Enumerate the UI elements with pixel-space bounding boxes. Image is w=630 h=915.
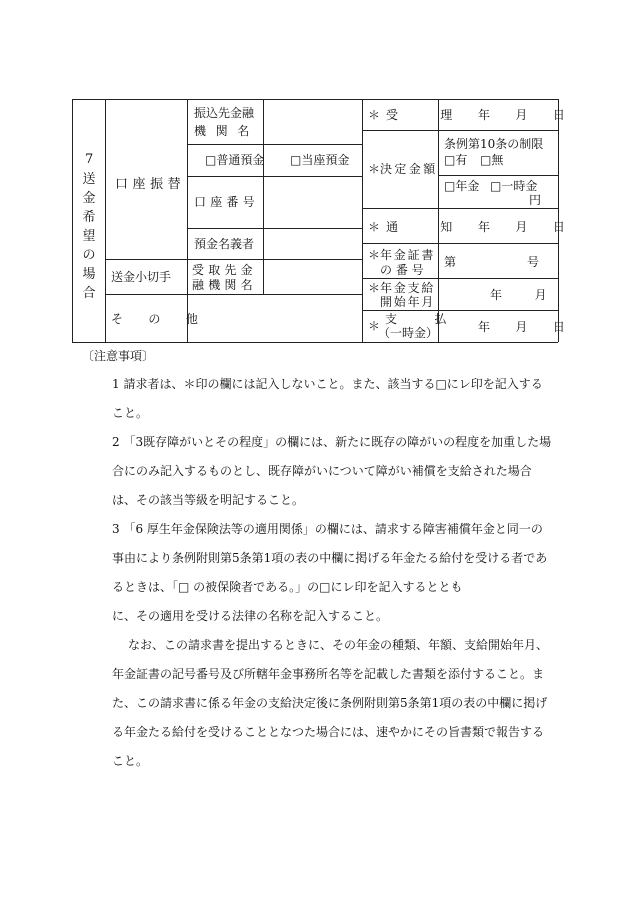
shosho-label-1: 年金証書 (380, 248, 436, 262)
shosho-dai: 第 (444, 255, 457, 269)
seigen-mu-checkbox[interactable]: □無 (480, 153, 504, 167)
kaishi-label-1: 年金支給 (380, 281, 436, 295)
note-line-2: こと。 (112, 406, 149, 420)
col-line-2 (187, 99, 188, 342)
nenkin-checkbox[interactable]: □年金 (444, 179, 480, 193)
tsuchi-date: 年 月 日 (478, 220, 576, 234)
note-line-5: は、その該当等級を明記すること。 (112, 493, 305, 507)
koza-furikae-label: 口座振替 (115, 177, 186, 192)
juri-asterisk: ＊ (368, 108, 381, 122)
kettei-asterisk: ＊ (368, 162, 381, 176)
note-line-6: 3 「6 厚生年金保険法等の適用関係」の欄には、請求する障害補償年金と同一の (112, 522, 543, 536)
row-line-tsuchi (362, 243, 558, 244)
touza-yokin-checkbox[interactable]: □当座預金 (290, 153, 350, 167)
note-line-9: に、その適用を受ける法律の名称を記入すること。 (112, 609, 389, 623)
col-line-3a (263, 99, 264, 187)
furikomi-kikan-label-1: 振込先金融 (194, 106, 255, 120)
note-line-3: 2 「3既存障がいとその程度」の欄には、新たに既存の障がいの程度を加重した場 (112, 435, 552, 449)
section-label: 送金希望の場合 (82, 172, 96, 301)
note-line-7: 事由により条例附則第5条第1項の表の中欄に掲げる年金たる給付を受ける者であ (112, 551, 548, 565)
shosho-asterisk: ＊ (368, 248, 381, 262)
row-line-kogitte (105, 294, 362, 295)
note-line-8: るときは、「□ の被保険者である。」の□にレ印を記入するととも (112, 580, 463, 594)
juri-date: 年 月 日 (478, 108, 576, 122)
note-line-4: 合にのみ記入するものとし、既存障がいについて障がい補償を支給された場合 (112, 464, 532, 478)
juri-label: 受 理 (386, 108, 472, 122)
table-border-bottom (72, 342, 558, 343)
uketori-kikan-label-2: 融機関名 (192, 278, 257, 292)
note-line-13: る年金たる給付を受けることとなつた場合には、速やかにその旨書類で報告する (112, 725, 545, 739)
note-line-14: こと。 (112, 754, 149, 768)
note-line-1: 1 請求者は、＊印の欄には記入しないこと。また、該当する□にレ印を記入する (112, 377, 543, 391)
note-line-12: た、この請求書に係る年金の支給決定後に条例附則第5条第1項の表の中欄に掲げ (112, 696, 548, 710)
kaishi-ym: 年 月 (490, 288, 562, 302)
col-line-3b (263, 187, 264, 294)
en-label: 円 (529, 193, 542, 207)
tsuchi-asterisk: ＊ (368, 220, 381, 234)
futsu-yokin-checkbox[interactable]: □普通預金 (205, 153, 265, 167)
koza-bango-label: 口座番号 (194, 195, 259, 209)
col-line-4 (362, 99, 363, 342)
note-line-10: なお、この請求書を提出するときに、その年金の種類、年額、支給開始年月、 (128, 638, 549, 652)
table-border-top (72, 99, 558, 100)
section-number: 7 (85, 152, 94, 167)
kaishi-label-2: 開始年月 (380, 295, 436, 309)
row-line-juri (362, 130, 558, 131)
sonota-label: そ の 他 (111, 312, 209, 326)
row-line-furikomi (187, 144, 362, 145)
ichijikin-checkbox[interactable]: □一時金 (490, 179, 538, 193)
notes-title: 〔注意事項〕 (82, 349, 155, 363)
table-border-left (72, 99, 73, 342)
seigen-yu-checkbox[interactable]: □有 (444, 153, 468, 167)
shiharai-asterisk: ＊ (368, 319, 381, 333)
note-line-11: 年金証書の記号番号及び所轄年金事務所名等を記載した書類を添付すること。ま (112, 667, 545, 681)
sokin-kogitte-label: 送金小切手 (111, 270, 172, 284)
shosho-label-2: の 番 号 (380, 263, 424, 277)
shiharai-label-2: （一時金） (378, 326, 439, 340)
uketori-kikan-label-1: 受取先金 (192, 263, 257, 277)
furikomi-kikan-label-2: 機関名 (194, 124, 259, 138)
row-line-kettei (362, 208, 558, 209)
row-line-kaishi (362, 310, 558, 311)
kettei-kingaku-label: 決定金額 (380, 162, 438, 176)
shiharai-label-1: 支 払 (385, 312, 464, 326)
col-line-1 (105, 99, 106, 342)
row-line-yokin (187, 176, 362, 177)
row-line-meigi (105, 259, 362, 260)
row-line-kettei-mid (438, 175, 558, 176)
shosho-go: 号 (527, 255, 540, 269)
kaishi-asterisk: ＊ (368, 281, 381, 295)
tsuchi-label: 通 知 (386, 220, 472, 234)
row-line-bango (187, 228, 362, 229)
shiharai-date: 年 月 日 (478, 320, 576, 334)
row-line-shosho (362, 278, 558, 279)
seigen-label: 条例第10条の制限 (444, 137, 544, 151)
yokin-meigi-label: 預金名義者 (194, 237, 255, 251)
